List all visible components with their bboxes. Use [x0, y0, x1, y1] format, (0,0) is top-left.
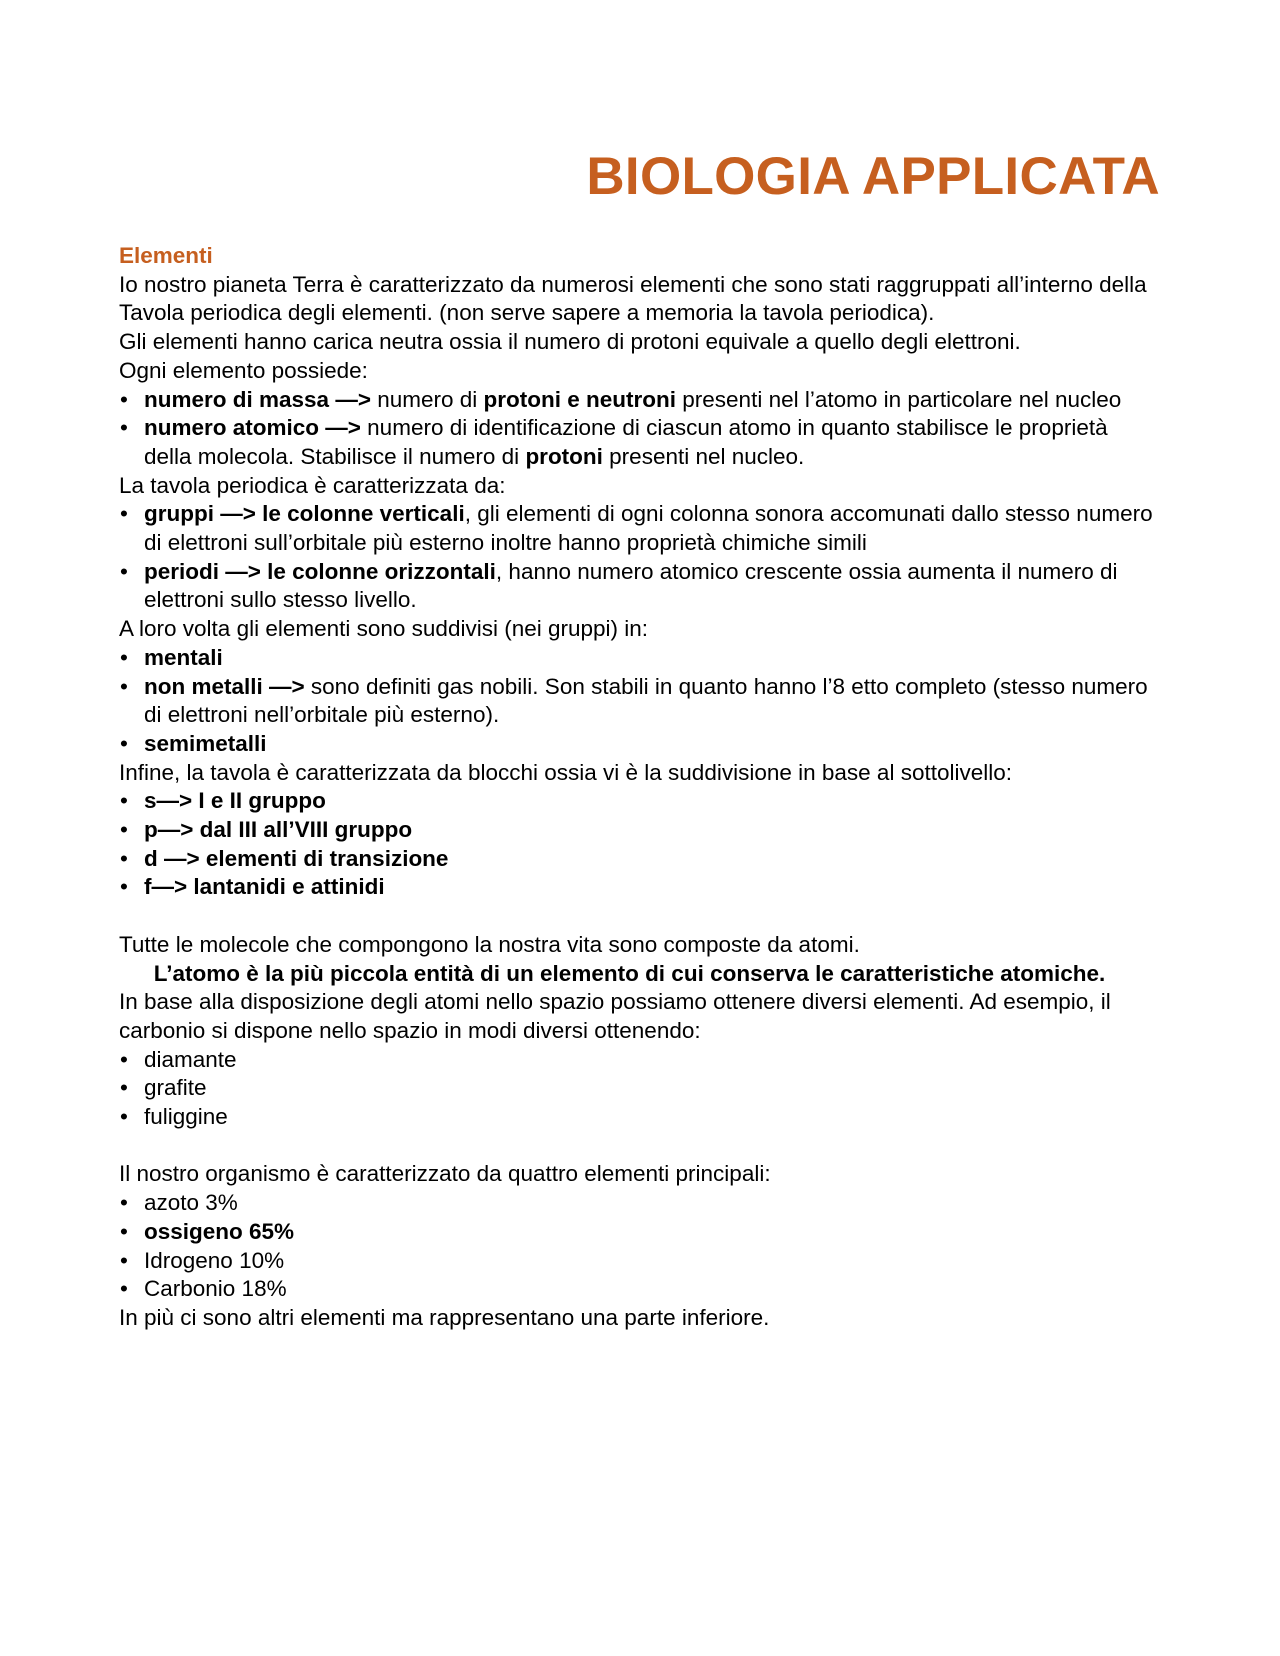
bullet-icon: • [120, 874, 128, 900]
blocks-intro: Infine, la tavola è caratterizzata da blocchi ossia vi è la suddivisione in base al sottolivello: [119, 759, 1012, 785]
list-item: • f—> lantanidi e attinidi [119, 873, 1160, 902]
bullet-icon: • [120, 788, 128, 814]
list-item: • mentali [119, 644, 1160, 673]
bullet-icon: • [120, 1247, 128, 1273]
list-item: • numero atomico —> numero di identificazione di ciascun atomo in quanto stabilisce le proprietà della molecola. Stabilisce il numero di protoni presenti nel nucleo. [120, 415, 1108, 469]
bullet-icon: • [120, 1046, 128, 1072]
intro-paragraph: Io nostro pianeta Terra è caratterizzato da numerosi elementi che sono stati raggruppati all’interno della Tavola periodica degli elementi. (non serve sapere a memoria la tavola periodica). [119, 271, 1147, 326]
list-item: • ossigeno 65% [119, 1218, 1160, 1247]
organism-elements-list [119, 1189, 1160, 1304]
bullet-icon: • [120, 845, 128, 871]
bullet-icon: • [120, 386, 128, 412]
document-title: BIOLOGIA APPLICATA [586, 147, 1160, 206]
blocks-list [119, 787, 1160, 902]
list-item: • Idrogeno 10% [119, 1247, 1160, 1276]
list-item: • numero di massa —> numero di protoni e neutroni presenti nel l’atomo in particolare nel nucleo [119, 386, 1160, 415]
list-item: • non metalli —> sono definiti gas nobili. Son stabili in quanto hanno l’8 etto completo (stesso numero di elettroni nell’orbitale più esterno). [120, 673, 1148, 728]
list-item: • fuliggine [119, 1103, 1160, 1132]
document-body [119, 242, 1160, 1333]
bullet-icon: • [120, 730, 128, 756]
intro-paragraph: Gli elementi hanno carica neutra ossia il numero di protoni equivale a quello degli elettroni. [119, 329, 1021, 355]
closing-paragraph: In più ci sono altri elementi ma rappresentano una parte inferiore. [119, 1304, 770, 1330]
list-item: • azoto 3% [119, 1189, 1160, 1218]
groups-intro: A loro volta gli elementi sono suddivisi (nei gruppi) in: [119, 616, 649, 642]
bullet-icon: • [120, 558, 128, 584]
element-properties-list [119, 386, 1160, 472]
section-heading: Elementi [119, 243, 213, 268]
bullet-icon: • [120, 1190, 128, 1216]
table-features-list [119, 500, 1160, 615]
list-item: • d —> elementi di transizione [119, 845, 1160, 874]
bullet-icon: • [120, 673, 128, 699]
list-item: • periodi —> le colonne orizzontali, hanno numero atomico crescente ossia aumenta il numero di elettroni sullo stesso livello. [120, 558, 1118, 613]
list-item: • p—> dal III all’VIII gruppo [119, 816, 1160, 845]
bullet-icon: • [120, 1218, 128, 1244]
bullet-icon: • [120, 501, 128, 527]
bullet-icon: • [120, 1276, 128, 1302]
list-item: • semimetalli [119, 730, 1160, 759]
spacer [119, 902, 1160, 931]
list-item: • grafite [119, 1074, 1160, 1103]
intro-paragraph: Ogni elemento possiede: [119, 357, 368, 383]
molecules-paragraph: Tutte le molecole che compongono la nostra vita sono composte da atomi. [119, 931, 860, 957]
list-item: • gruppi —> le colonne verticali, gli elementi di ogni colonna sonora accomunati dallo stesso numero di elettroni sull’orbitale più esterno inoltre hanno proprietà chimiche simili [120, 501, 1153, 556]
atom-definition: L’atomo è la più piccola entità di un elemento di cui conserva le caratteristiche atomiche. [153, 960, 1106, 986]
bullet-icon: • [120, 415, 128, 441]
bullet-icon: • [120, 817, 128, 843]
organism-intro: Il nostro organismo è caratterizzato da quattro elementi principali: [119, 1161, 771, 1187]
carbon-forms-list [119, 1046, 1160, 1132]
list-item: • Carbonio 18% [119, 1275, 1160, 1304]
list-item: • s—> I e II gruppo [119, 787, 1160, 816]
list-item: • diamante [119, 1046, 1160, 1075]
bullet-icon: • [120, 644, 128, 670]
spacer [119, 1132, 1160, 1161]
bullet-icon: • [120, 1075, 128, 1101]
bullet-icon: • [120, 1104, 128, 1130]
table-intro: La tavola periodica è caratterizzata da: [119, 472, 506, 498]
groups-list [119, 644, 1160, 759]
carbon-intro: In base alla disposizione degli atomi nello spazio possiamo ottenere diversi elementi. Ad esempio, il carbonio si dispone nello spazio in modi diversi ottenendo: [119, 989, 1111, 1043]
